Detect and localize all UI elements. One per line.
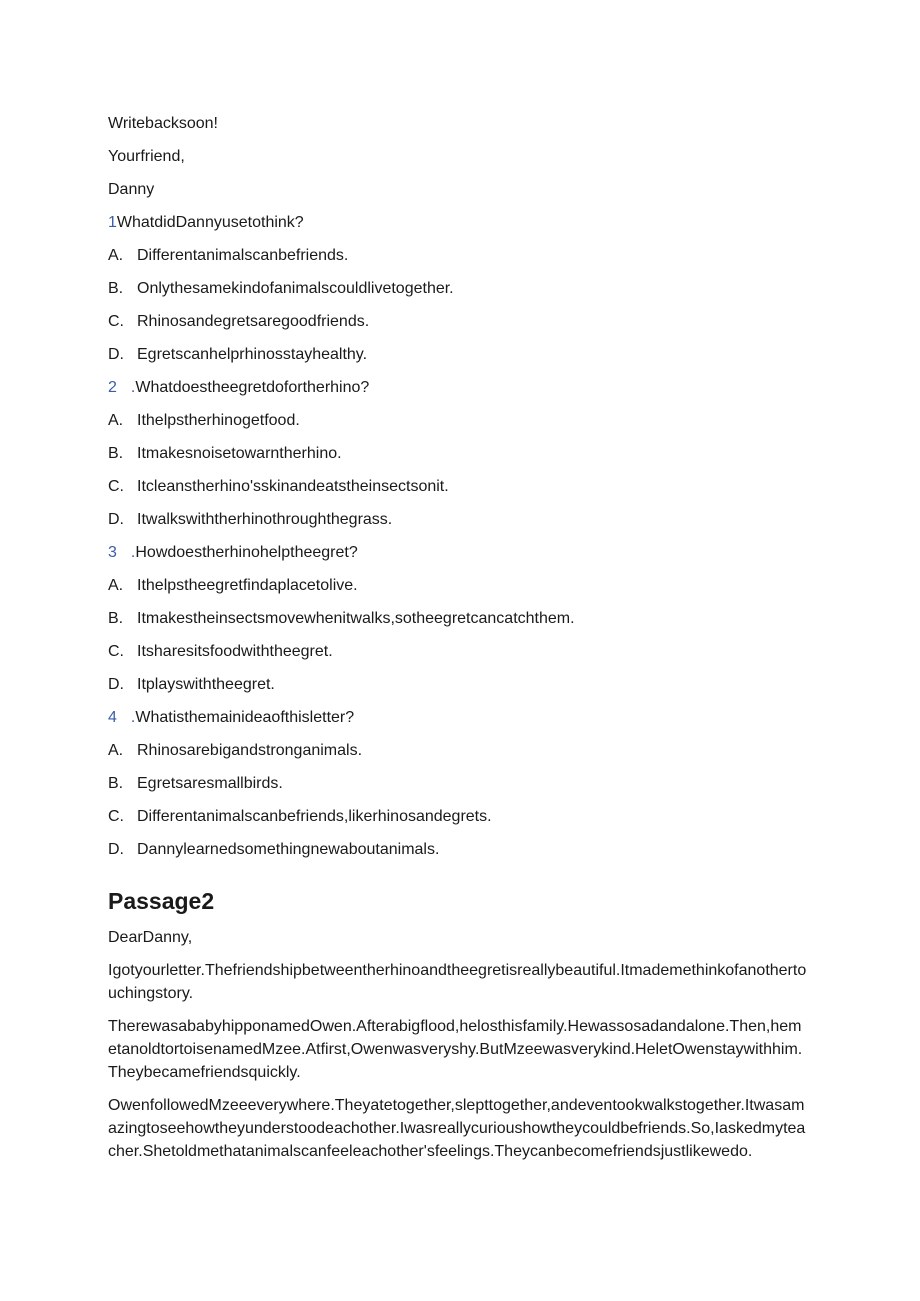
option-4d: [108, 838, 808, 862]
question-text: Whatisthemainideaofthisletter?: [135, 709, 355, 726]
option-text: Egretsaresmallbirds.: [137, 775, 283, 792]
document-page: [108, 112, 808, 1173]
option-text: Differentanimalscanbefriends,likerhinosandegrets.: [137, 808, 492, 825]
option-2d: [108, 508, 808, 532]
option-1d: [108, 343, 808, 367]
option-letter: D.: [108, 676, 124, 693]
option-letter: A.: [108, 577, 124, 594]
option-3b: [108, 607, 808, 631]
option-text: Rhinosandegretsaregoodfriends.: [137, 313, 370, 330]
option-2c: [108, 475, 808, 499]
option-text: Itmakestheinsectsmovewhenitwalks,sotheegretcancatchthem.: [137, 610, 575, 627]
option-letter: B.: [108, 610, 124, 627]
question-prefix: .: [130, 709, 136, 726]
question-text: Whatdoestheegretdofortherhino?: [135, 379, 370, 396]
paragraph-3: OwenfollowedMzeeeverywhere.Theyatetogether,slepttogether,andeventookwalkstogether.Itwasamazingtoseehowtheyunderstoodeachother.Iwasreallycurioushowtheycouldbefriends.So,Iaskedmyteacher.Shetoldmethatanimalscanfeeleachother'sfeelings.Theycanbecomefriendsjustlikewedo.: [108, 1097, 806, 1160]
question-3: [108, 541, 808, 565]
option-letter: B.: [108, 280, 124, 297]
paragraph-2: TherewasababyhipponamedOwen.Afterabigflood,helosthisfamily.Hewassosadandalone.Then,hemetanoldtortoisenamedMzee.Atfirst,Owenwasveryshy.ButMzeewasverykind.HeletOwenstaywithhim.Theybecamefriendsquickly.: [108, 1018, 803, 1081]
option-2a: [108, 409, 808, 433]
option-letter: C.: [108, 643, 124, 660]
letter-greeting: DearDanny,: [108, 929, 193, 946]
option-text: Itwalkswiththerhinothroughthegrass.: [137, 511, 393, 528]
option-3a: [108, 574, 808, 598]
option-text: Egretscanhelprhinosstayhealthy.: [137, 346, 368, 363]
option-text: Ithelpstheegretfindaplacetolive.: [137, 577, 358, 594]
question-number: 4: [108, 709, 117, 726]
question-prefix: .: [130, 544, 136, 561]
option-letter: C.: [108, 808, 124, 825]
option-1b: [108, 277, 808, 301]
question-prefix: .: [130, 379, 136, 396]
option-text: Ithelpstherhinogetfood.: [137, 412, 300, 429]
option-letter: A.: [108, 742, 124, 759]
option-text: Onlythesamekindofanimalscouldlivetogether.: [137, 280, 454, 297]
option-letter: C.: [108, 313, 124, 330]
option-text: Itsharesitsfoodwiththeegret.: [137, 643, 333, 660]
question-number: 1: [108, 214, 117, 231]
question-text: WhatdidDannyusetothink?: [116, 214, 304, 231]
option-letter: B.: [108, 445, 124, 462]
option-3c: [108, 640, 808, 664]
option-letter: A.: [108, 412, 124, 429]
passage-heading: Passage2: [108, 888, 215, 914]
option-text: Itplayswiththeegret.: [137, 676, 275, 693]
question-4: [108, 706, 808, 730]
option-text: Rhinosarebigandstronganimals.: [137, 742, 363, 759]
question-1: [108, 211, 808, 235]
option-letter: D.: [108, 346, 124, 363]
option-1a: [108, 244, 808, 268]
option-text: Differentanimalscanbefriends.: [137, 247, 349, 264]
question-number: 3: [108, 544, 117, 561]
option-text: Itcleanstherhino'sskinandeatstheinsectsonit.: [137, 478, 449, 495]
closing-line: Writebacksoon!: [108, 115, 218, 132]
option-1c: [108, 310, 808, 334]
question-text: Howdoestherhinohelptheegret?: [135, 544, 358, 561]
option-2b: [108, 442, 808, 466]
option-text: Itmakesnoisetowarntherhino.: [137, 445, 342, 462]
option-letter: A.: [108, 247, 124, 264]
option-4c: [108, 805, 808, 829]
option-letter: D.: [108, 511, 124, 528]
option-4a: [108, 739, 808, 763]
option-letter: B.: [108, 775, 124, 792]
option-text: Dannylearnedsomethingnewaboutanimals.: [137, 841, 440, 858]
option-letter: D.: [108, 841, 124, 858]
option-4b: [108, 772, 808, 796]
option-letter: C.: [108, 478, 124, 495]
paragraph-1: Igotyourletter.Thefriendshipbetweentherhinoandtheegretisreallybeautiful.Itmademethinkofanothertouchingstory.: [108, 962, 807, 1002]
option-3d: [108, 673, 808, 697]
question-2: [108, 376, 808, 400]
closing-salutation: Yourfriend,: [108, 148, 185, 165]
question-number: 2: [108, 379, 117, 396]
signature: Danny: [108, 181, 155, 198]
